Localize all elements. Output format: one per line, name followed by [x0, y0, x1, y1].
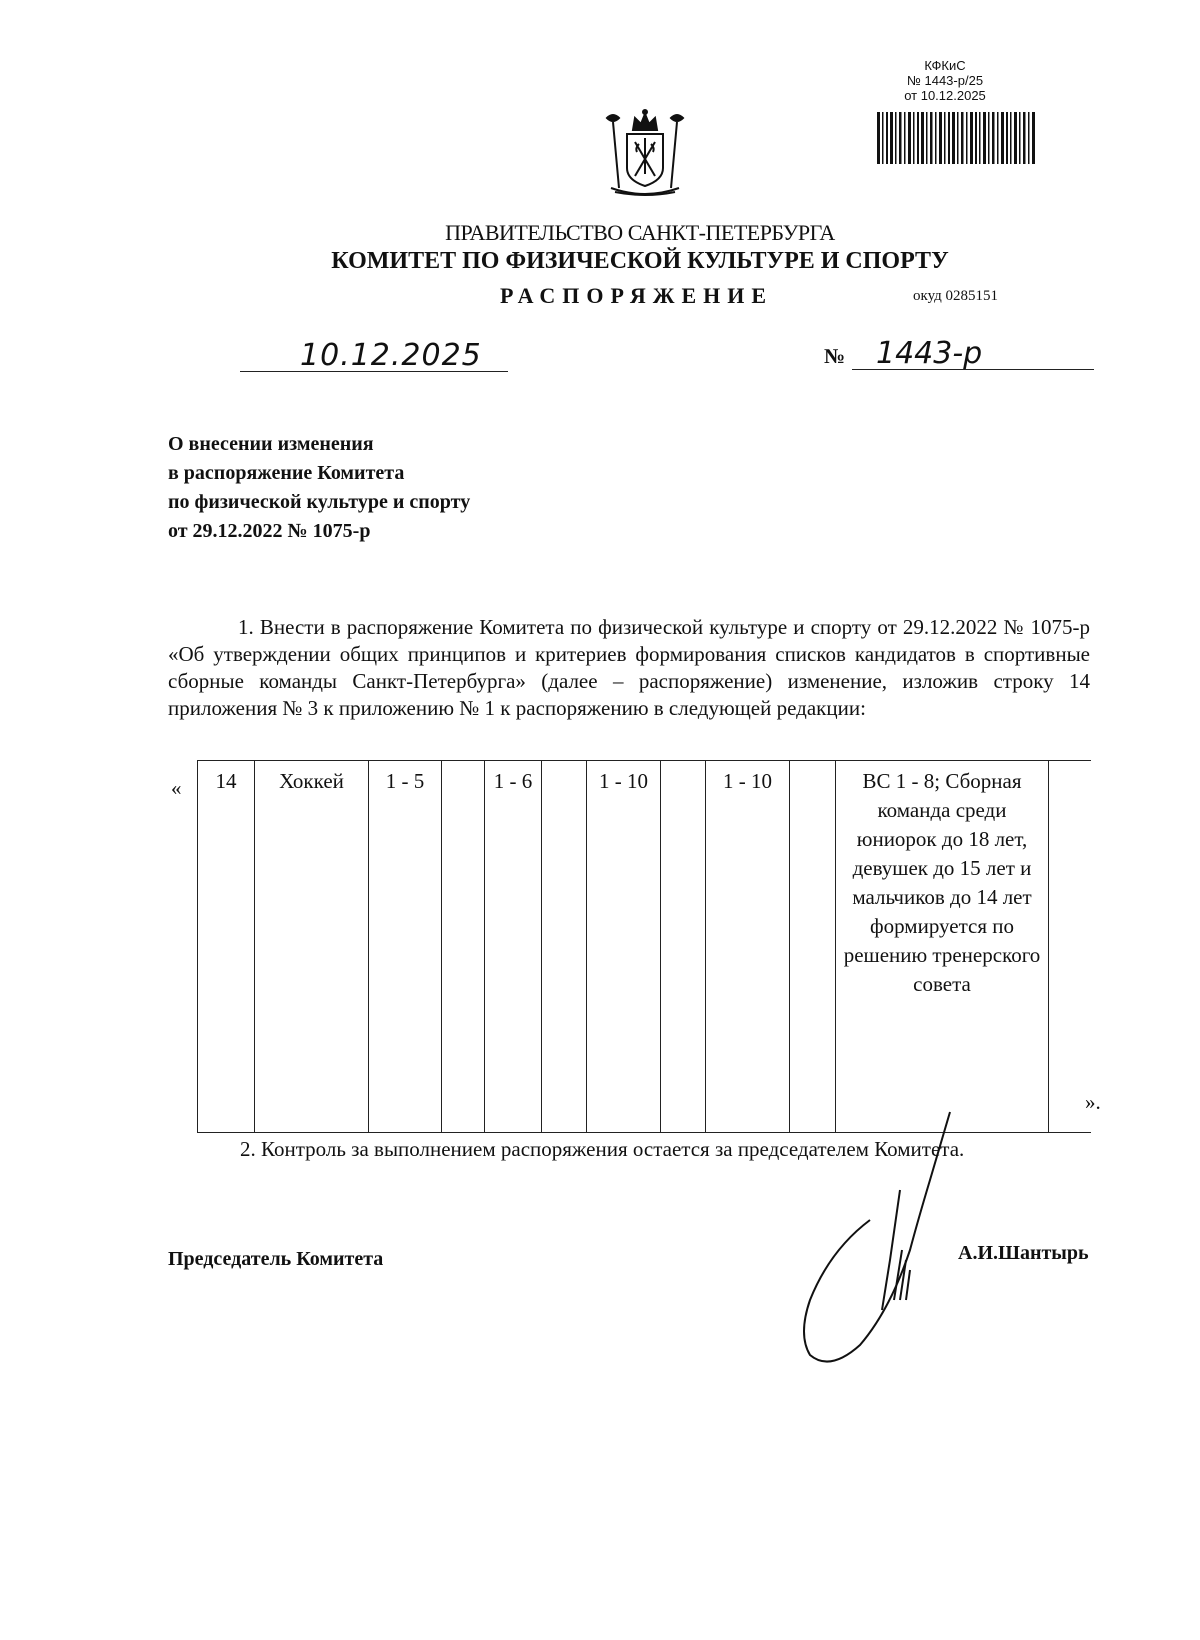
table-cell: 14 — [198, 761, 255, 1133]
government-title: ПРАВИТЕЛЬСТВО САНКТ-ПЕТЕРБУРГА — [445, 220, 835, 245]
signatory-name: А.И.Шантырь — [958, 1242, 1089, 1264]
paragraph-2: 2. Контроль за выполнением распоряжения остается за председателем Комитета. — [240, 1137, 965, 1161]
table-cell — [661, 761, 706, 1133]
table-cell — [790, 761, 836, 1133]
subject-line: от 29.12.2022 № 1075-р — [168, 520, 371, 542]
signatory-position: Председатель Комитета — [168, 1248, 384, 1270]
table-cell: 1 - 10 — [587, 761, 661, 1133]
table-cell — [442, 761, 485, 1133]
table-cell: 1 - 5 — [369, 761, 442, 1133]
saint-petersburg-coat-of-arms-icon — [595, 108, 695, 200]
document-type: РАСПОРЯЖЕНИЕ — [500, 283, 774, 308]
quote-close: ». — [1085, 1090, 1101, 1114]
subject-line: О внесении изменения — [168, 433, 374, 455]
table-cell: 1 - 10 — [706, 761, 790, 1133]
document-subject — [168, 430, 470, 546]
registration-number: 1443-р — [876, 336, 983, 371]
stamp-date: от 10.12.2025 — [904, 88, 986, 103]
table-cell: 1 - 6 — [485, 761, 542, 1133]
quote-open: « — [171, 776, 182, 800]
number-sign: № — [824, 344, 846, 368]
table-cell — [1049, 761, 1092, 1133]
subject-line: по физической культуре и спорту — [168, 491, 471, 513]
okud-code: окуд 0285151 — [913, 288, 999, 304]
table-row — [198, 761, 1092, 1133]
paragraph-1 — [168, 614, 1090, 722]
stamp-org: КФКиС — [924, 58, 966, 73]
barcode-icon — [877, 112, 1035, 164]
number-underline — [852, 369, 1094, 370]
registration-date: 10.12.2025 — [300, 338, 482, 373]
handwritten-signature-icon — [790, 1110, 970, 1370]
paragraph-1-text: 1. Внести в распоряжение Комитета по физической культуре и спорту от 29.12.2022 № 1075-р «Об утверждении общих принципов и критериев формирования списков кандидатов в спортивные сборные команды Санкт-Петербурга» (далее – распоряжение) изменение, изложив строку 14 приложения № 3 к приложению № 1 к распоряжению в следующей редакции: — [168, 615, 1090, 720]
stamp-number: № 1443-р/25 — [906, 73, 984, 88]
subject-line: в распоряжение Комитета — [168, 462, 405, 484]
amendment-table — [197, 760, 1091, 1133]
committee-title: КОМИТЕТ ПО ФИЗИЧЕСКОЙ КУЛЬТУРЕ И СПОРТУ — [331, 248, 949, 274]
date-underline — [240, 371, 508, 372]
table-cell: Хоккей — [255, 761, 369, 1133]
registration-stamp — [870, 58, 1020, 103]
table-cell — [542, 761, 587, 1133]
table-cell: ВС 1 - 8; Сборная команда среди юниорок до 18 лет, девушек до 15 лет и мальчиков до 14 лет формируется по решению тренерского совета — [836, 761, 1049, 1133]
